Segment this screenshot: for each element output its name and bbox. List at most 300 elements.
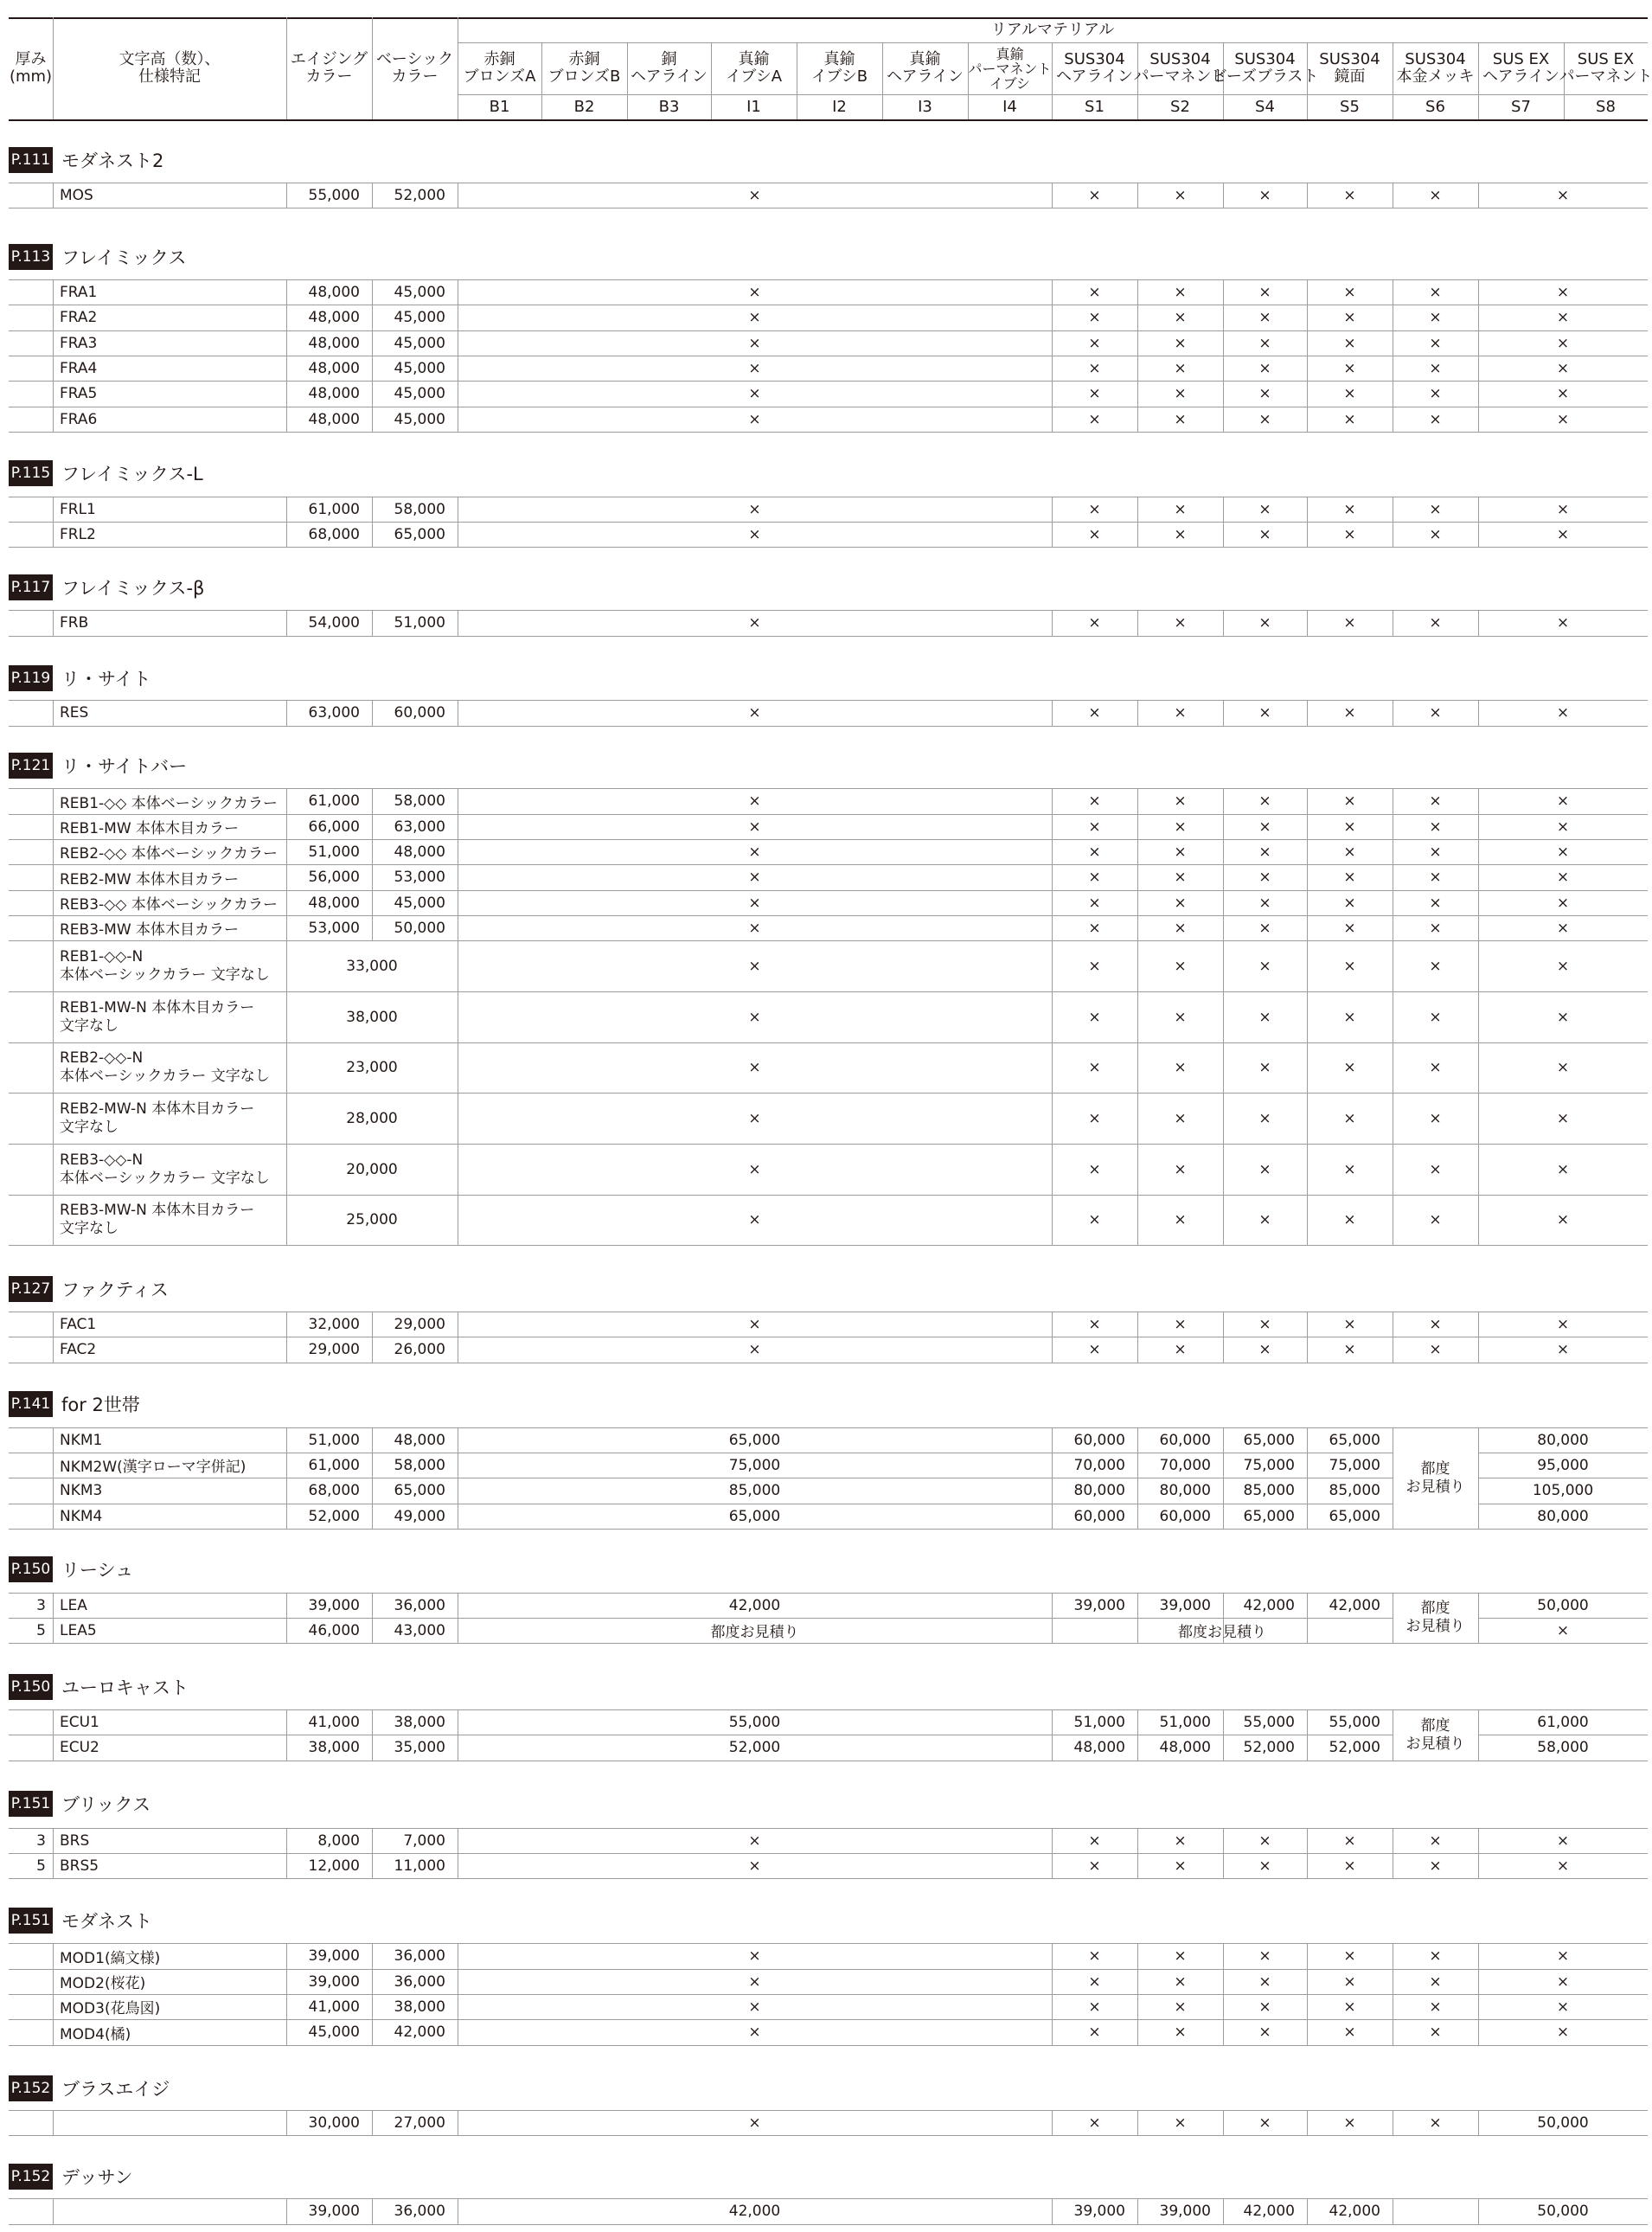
material-s7-s8-value: × xyxy=(1556,309,1570,326)
basic-price: 26,000 xyxy=(394,1341,445,1358)
material-s1-value: 70,000 xyxy=(1073,1456,1125,1474)
text-line: イブシB xyxy=(810,67,868,86)
column-divider xyxy=(53,2198,54,2224)
text-line: 赤銅 xyxy=(568,50,600,68)
material-b-i-value: × xyxy=(748,1857,761,1875)
material-s6-value: × xyxy=(1429,2113,1442,2132)
material-b-i-value: 52,000 xyxy=(728,1739,781,1756)
material-s6-value: × xyxy=(1429,1315,1442,1333)
material-s1-value: × xyxy=(1088,1160,1101,1178)
material-s7-s8-value: × xyxy=(1556,2024,1570,2041)
material-s4-value: 85,000 xyxy=(1243,1482,1295,1499)
material-s1-value: × xyxy=(1088,1341,1101,1358)
spec-cell: NKM1 xyxy=(60,1431,103,1449)
material-s6-value: × xyxy=(1429,1831,1442,1850)
material-b-i-value: 42,000 xyxy=(728,1596,781,1614)
material-s5-value: × xyxy=(1343,843,1356,861)
material-s7-s8-value: × xyxy=(1556,385,1570,402)
material-s4-value: × xyxy=(1258,1160,1271,1178)
material-s6-value: × xyxy=(1429,614,1442,632)
material-s5-value: × xyxy=(1343,2113,1356,2132)
page-ref-badge: P.127 xyxy=(9,1276,53,1302)
material-s7-s8-value: 50,000 xyxy=(1537,2203,1589,2220)
material-s5-value: 85,000 xyxy=(1329,1482,1380,1499)
material-s2-value: × xyxy=(1174,1160,1187,1178)
basic-price: 58,000 xyxy=(394,1456,445,1474)
material-s5-value: × xyxy=(1343,525,1356,543)
material-s7-s8-value: × xyxy=(1556,410,1570,428)
aging-price: 68,000 xyxy=(308,525,360,543)
material-s1-value: × xyxy=(1088,1831,1101,1850)
text-line: REB3-◇◇-N xyxy=(60,1151,144,1169)
material-s5-value: × xyxy=(1343,792,1356,810)
text-line: 都度 xyxy=(1420,1600,1450,1617)
text-line: ヘアライン xyxy=(887,67,964,86)
material-b-i-value: × xyxy=(748,186,761,204)
basic-price: 50,000 xyxy=(394,919,445,937)
rule-line xyxy=(9,1529,1648,1530)
text-line: 赤銅 xyxy=(483,50,515,68)
material-s4-value: 65,000 xyxy=(1243,1507,1295,1525)
aging-price: 48,000 xyxy=(308,410,360,428)
header-code-s1: S1 xyxy=(1085,98,1105,116)
material-s4-value: × xyxy=(1258,614,1271,632)
section-title: リ・サイトバー xyxy=(61,756,188,777)
spec-cell: REB3-◇◇ 本体ベーシックカラー xyxy=(60,896,279,914)
text-line: ベーシック xyxy=(375,50,454,68)
material-s5-value: × xyxy=(1343,1857,1356,1875)
material-s1-value: 60,000 xyxy=(1073,1431,1125,1449)
spec-cell: REB3-MW 本体木目カラー xyxy=(60,921,240,939)
spec-cell: BRS5 xyxy=(60,1857,99,1875)
text-line: 仕様特記 xyxy=(138,67,201,86)
material-s1-value: × xyxy=(1088,1109,1101,1127)
header-material-s2 xyxy=(1133,42,1227,94)
material-s1-value: × xyxy=(1088,1211,1101,1228)
material-s2-value: × xyxy=(1174,1008,1187,1026)
material-b-i-value: × xyxy=(748,1947,761,1965)
text-line: ブロンズB xyxy=(547,67,621,86)
material-s6-value: × xyxy=(1429,1059,1442,1076)
aging-price: 61,000 xyxy=(308,1456,360,1474)
spec-cell: LEA xyxy=(60,1596,87,1614)
text-line: SUS304 xyxy=(1064,50,1125,68)
text-line: 都度 xyxy=(1420,1459,1450,1478)
aging-price: 55,000 xyxy=(308,186,360,204)
page-ref-badge: P.150 xyxy=(9,1674,53,1700)
material-s5-value: × xyxy=(1343,1109,1356,1127)
header-material-s1 xyxy=(1052,42,1137,94)
material-b-i-value: 85,000 xyxy=(728,1482,781,1499)
material-s1-value: 80,000 xyxy=(1073,1482,1125,1499)
aging-price: 51,000 xyxy=(308,1431,360,1449)
text-line: 真鍮 xyxy=(738,50,770,68)
basic-price: 63,000 xyxy=(394,818,445,836)
aging-price: 8,000 xyxy=(317,1831,360,1850)
material-b-i-value: × xyxy=(748,1831,761,1850)
aging-price: 61,000 xyxy=(308,792,360,810)
spec-cell: FAC2 xyxy=(60,1341,97,1358)
material-s5-value: 42,000 xyxy=(1329,2203,1380,2220)
material-s7-s8-value: × xyxy=(1556,614,1570,632)
material-s7-s8-value: × xyxy=(1556,792,1570,810)
spec-cell: REB1-◇◇ 本体ベーシックカラー xyxy=(60,794,279,812)
material-s2-value: × xyxy=(1174,2113,1187,2132)
text-line: お見積り xyxy=(1405,1478,1465,1496)
material-s7-s8-value: × xyxy=(1556,843,1570,861)
material-s6-value: × xyxy=(1429,1998,1442,2016)
text-line: ヘアライン xyxy=(1482,67,1559,86)
material-s2-value: 70,000 xyxy=(1159,1456,1211,1474)
aging-basic-price: 25,000 xyxy=(346,1211,398,1228)
material-s6-value: × xyxy=(1429,1211,1442,1228)
material-s5-value: × xyxy=(1343,1315,1356,1333)
spec-cell: FRA6 xyxy=(60,410,98,428)
rule-line xyxy=(9,2045,1648,2046)
basic-price: 48,000 xyxy=(394,1431,445,1449)
text-line: 文字高（数）、 xyxy=(118,50,221,68)
text-line: 本体ベーシックカラー 文字なし xyxy=(60,965,270,984)
aging-price: 48,000 xyxy=(308,283,360,301)
material-s7-s8-value: 58,000 xyxy=(1537,1739,1589,1756)
material-s7-s8-value: × xyxy=(1556,1621,1570,1639)
section-title: ブラスエイジ xyxy=(61,2079,170,2100)
material-s2-value: × xyxy=(1174,500,1187,518)
page-ref-badge: P.113 xyxy=(9,244,53,270)
header-code-i3: I3 xyxy=(918,98,932,116)
text-line: SUS304 xyxy=(1149,50,1211,68)
basic-price: 49,000 xyxy=(394,1507,445,1525)
material-s2-value: × xyxy=(1174,1315,1187,1333)
material-b-i-value: × xyxy=(748,1972,761,1991)
material-b-i-value: × xyxy=(748,869,761,886)
spec-cell: FRA1 xyxy=(60,283,98,301)
material-s7-s8-value: × xyxy=(1556,359,1570,377)
text-line: 文字なし xyxy=(60,1017,118,1035)
material-s5-value: × xyxy=(1343,283,1356,301)
header-material-s4 xyxy=(1211,42,1319,94)
material-s6-value: × xyxy=(1429,894,1442,912)
aging-price: 12,000 xyxy=(308,1857,360,1875)
material-s1-value: × xyxy=(1088,792,1101,810)
material-s1-value: × xyxy=(1088,704,1101,722)
aging-price: 48,000 xyxy=(308,334,360,352)
text-line: 本金メッキ xyxy=(1396,67,1475,86)
section-title: フレイミックス-L xyxy=(61,464,203,484)
text-line: お見積り xyxy=(1405,1618,1465,1635)
material-s4-value: × xyxy=(1258,957,1271,975)
basic-price: 38,000 xyxy=(394,1998,445,2016)
material-s4-value: × xyxy=(1258,309,1271,326)
text-line: REB2-◇◇-N xyxy=(60,1049,144,1067)
material-b-i-value: × xyxy=(748,1211,761,1228)
text-line: 鏡面 xyxy=(1334,67,1366,86)
material-s2-value: × xyxy=(1174,843,1187,861)
basic-price: 60,000 xyxy=(394,704,445,722)
header-material-b2 xyxy=(541,42,627,94)
header-code-s2: S2 xyxy=(1170,98,1190,116)
section-title: ファクティス xyxy=(61,1280,169,1300)
material-s4-value: × xyxy=(1258,1857,1271,1875)
basic-price: 45,000 xyxy=(394,283,445,301)
text-line: パーマネント xyxy=(968,60,1052,77)
spec-cell xyxy=(53,1195,286,1245)
material-s6-value: × xyxy=(1429,1160,1442,1178)
material-s5-value: × xyxy=(1343,1059,1356,1076)
spec-cell xyxy=(53,1093,286,1144)
basic-price: 35,000 xyxy=(394,1739,445,1756)
aging-price: 54,000 xyxy=(308,614,360,632)
section-title: ブリックス xyxy=(61,1794,151,1815)
material-s2-value: 60,000 xyxy=(1159,1507,1211,1525)
material-s4-value: × xyxy=(1258,1341,1271,1358)
header-material-s5 xyxy=(1307,42,1393,94)
section-title: フレイミックス xyxy=(61,247,187,268)
material-s2-value: 80,000 xyxy=(1159,1482,1211,1499)
header-code-b1: B1 xyxy=(489,98,510,116)
thickness-cell: 3 xyxy=(36,1596,46,1614)
material-s2-value: 51,000 xyxy=(1159,1713,1211,1731)
basic-price: 48,000 xyxy=(394,843,445,861)
material-b-i-value: × xyxy=(748,359,761,377)
basic-price: 51,000 xyxy=(394,614,445,632)
material-s5-value: × xyxy=(1343,1211,1356,1228)
spec-cell: FRA2 xyxy=(60,309,98,326)
rule-line xyxy=(9,2224,1648,2225)
material-s7-s8-value: × xyxy=(1556,1947,1570,1965)
material-s7-s8-value: × xyxy=(1556,1160,1570,1178)
text-line: パーマネント xyxy=(1559,67,1652,86)
material-s7-s8-value: × xyxy=(1556,1972,1570,1991)
material-s2-value: × xyxy=(1174,1947,1187,1965)
material-b-i-value: 75,000 xyxy=(728,1456,781,1474)
material-s7-s8-value: × xyxy=(1556,894,1570,912)
material-b-i-value: × xyxy=(748,704,761,722)
material-s4-value: × xyxy=(1258,500,1271,518)
spec-cell: NKM2W(漢字ローマ字併記) xyxy=(60,1459,247,1476)
aging-price: 29,000 xyxy=(308,1341,360,1358)
material-s2-value: × xyxy=(1174,957,1187,975)
material-s4-value: × xyxy=(1258,2024,1271,2041)
material-s6-value: × xyxy=(1429,309,1442,326)
aging-price: 48,000 xyxy=(308,359,360,377)
aging-price: 45,000 xyxy=(308,2024,360,2041)
basic-price: 52,000 xyxy=(394,186,445,204)
material-s7-s8-value: × xyxy=(1556,704,1570,722)
material-s6-value: × xyxy=(1429,1341,1442,1358)
material-s4-value: × xyxy=(1258,1972,1271,1991)
material-b-i-value: × xyxy=(748,334,761,352)
material-s1-value: × xyxy=(1088,1059,1101,1076)
text-line: 本体ベーシックカラー 文字なし xyxy=(60,1068,270,1085)
material-s2-value: × xyxy=(1174,309,1187,326)
material-s6-value: × xyxy=(1429,919,1442,937)
material-s7-s8-value: 105,000 xyxy=(1532,1482,1594,1499)
material-s1-value: × xyxy=(1088,957,1101,975)
material-s5-value: × xyxy=(1343,1831,1356,1850)
material-s6-value: × xyxy=(1429,1972,1442,1991)
aging-price: 41,000 xyxy=(308,1998,360,2016)
aging-price: 48,000 xyxy=(308,309,360,326)
material-b-i-value: × xyxy=(748,1998,761,2016)
material-b-i-value: × xyxy=(748,957,761,975)
material-s6-value: × xyxy=(1429,957,1442,975)
basic-price: 45,000 xyxy=(394,410,445,428)
rule-line xyxy=(9,547,1648,548)
material-s1-value: × xyxy=(1088,359,1101,377)
material-s6-value: × xyxy=(1429,843,1442,861)
material-b-i-value: × xyxy=(748,614,761,632)
material-s6-value: × xyxy=(1429,869,1442,886)
material-s2-value: × xyxy=(1174,1059,1187,1076)
section-title: フレイミックス-β xyxy=(61,578,205,599)
basic-price: 53,000 xyxy=(394,869,445,886)
text-line: お見積り xyxy=(1405,1735,1465,1753)
material-s4-value: 42,000 xyxy=(1243,2203,1295,2220)
spec-cell: FAC1 xyxy=(60,1315,97,1333)
material-s5-value: × xyxy=(1343,1160,1356,1178)
material-s1-value: 48,000 xyxy=(1073,1739,1125,1756)
material-b-i-value: 65,000 xyxy=(728,1431,781,1449)
header-thickness xyxy=(9,17,53,119)
material-s4-value: × xyxy=(1258,894,1271,912)
material-s5-value: × xyxy=(1343,614,1356,632)
page-ref-badge: P.111 xyxy=(9,147,53,173)
text-line: 文字なし xyxy=(60,1220,118,1237)
material-s4-value: × xyxy=(1258,525,1271,543)
material-s2-value: × xyxy=(1174,2024,1187,2041)
spec-cell: REB2-MW 本体木目カラー xyxy=(60,870,240,888)
material-s5-value: × xyxy=(1343,704,1356,722)
material-s7-s8-value: × xyxy=(1556,919,1570,937)
spec-cell: REB1-MW 本体木目カラー xyxy=(60,820,240,837)
material-s6-value: × xyxy=(1429,500,1442,518)
text-line: ヘアライン xyxy=(1056,67,1133,86)
text-line: イブシ xyxy=(989,74,1030,92)
spec-cell xyxy=(53,991,286,1042)
thickness-cell: 3 xyxy=(36,1831,46,1850)
aging-price: 51,000 xyxy=(308,843,360,861)
material-b-i-value: 42,000 xyxy=(728,2203,781,2220)
text-line: SUS EX xyxy=(1577,50,1635,68)
basic-price: 65,000 xyxy=(394,1482,445,1499)
spec-cell: BRS xyxy=(60,1831,90,1850)
header-code-s5: S5 xyxy=(1340,98,1360,116)
page-ref-badge: P.151 xyxy=(9,1791,53,1817)
spec-cell: MOD2(桜花) xyxy=(60,1975,146,1992)
material-s1-value: × xyxy=(1088,410,1101,428)
material-s4-value: 52,000 xyxy=(1243,1739,1295,1756)
header-code-b3: B3 xyxy=(658,98,680,116)
material-s2-value: × xyxy=(1174,385,1187,402)
material-s7-s8-value: 61,000 xyxy=(1537,1713,1589,1731)
material-s6-merged-value xyxy=(1393,1427,1478,1529)
header-code-s6: S6 xyxy=(1425,98,1445,116)
material-s4-value: 42,000 xyxy=(1243,1596,1295,1614)
material-s5-value: × xyxy=(1343,1341,1356,1358)
material-s6-value: × xyxy=(1429,1857,1442,1875)
spec-cell: MOD4(橘) xyxy=(60,2025,131,2043)
material-b-i-value: × xyxy=(748,818,761,836)
material-s2-value: × xyxy=(1174,1831,1187,1850)
aging-price: 32,000 xyxy=(308,1315,360,1333)
rule-line xyxy=(9,119,1648,121)
material-s4-value: × xyxy=(1258,818,1271,836)
basic-price: 7,000 xyxy=(403,1831,445,1850)
material-s1-value: × xyxy=(1088,385,1101,402)
basic-price: 45,000 xyxy=(394,309,445,326)
material-s2-value: × xyxy=(1174,818,1187,836)
text-line: SUS304 xyxy=(1234,50,1296,68)
spec-cell: NKM3 xyxy=(60,1482,103,1499)
material-s2-value: × xyxy=(1174,894,1187,912)
aging-price: 61,000 xyxy=(308,500,360,518)
aging-price: 68,000 xyxy=(308,1482,360,1499)
material-s5-value: 65,000 xyxy=(1329,1431,1380,1449)
aging-price: 30,000 xyxy=(308,2113,360,2132)
material-s7-s8-value: × xyxy=(1556,1341,1570,1358)
aging-basic-price: 38,000 xyxy=(346,1008,398,1026)
material-s2-value: × xyxy=(1174,1972,1187,1991)
material-b-i-value: × xyxy=(748,792,761,810)
material-s7-s8-value: × xyxy=(1556,1211,1570,1228)
material-s2-value: × xyxy=(1174,283,1187,301)
spec-cell: ECU2 xyxy=(60,1739,99,1756)
material-s2-value: × xyxy=(1174,1211,1187,1228)
material-b-i-value: × xyxy=(748,309,761,326)
material-s7-s8-value: × xyxy=(1556,1059,1570,1076)
aging-price: 53,000 xyxy=(308,919,360,937)
page-ref-badge: P.121 xyxy=(9,753,53,779)
basic-price: 58,000 xyxy=(394,500,445,518)
section-title: リ・サイト xyxy=(61,669,151,689)
material-s5-value: × xyxy=(1343,334,1356,352)
page-ref-badge: P.115 xyxy=(9,460,53,486)
material-s4-value: × xyxy=(1258,1998,1271,2016)
aging-price: 38,000 xyxy=(308,1739,360,1756)
material-s7-s8-value: × xyxy=(1556,283,1570,301)
material-s1-value: × xyxy=(1088,283,1101,301)
spec-cell xyxy=(53,940,286,991)
basic-price: 45,000 xyxy=(394,385,445,402)
text-line: 本体ベーシックカラー 文字なし xyxy=(60,1169,270,1187)
material-s7-s8-value: × xyxy=(1556,525,1570,543)
page-ref-badge: P.151 xyxy=(9,1908,53,1934)
material-s4-value: × xyxy=(1258,792,1271,810)
material-s6-value: × xyxy=(1429,2024,1442,2041)
rule-line xyxy=(9,2135,1648,2136)
material-s2-value: 39,000 xyxy=(1159,1596,1211,1614)
basic-price: 45,000 xyxy=(394,894,445,912)
material-s5-value: 65,000 xyxy=(1329,1507,1380,1525)
header-code-i4: I4 xyxy=(1002,98,1017,116)
material-s5-value: × xyxy=(1343,957,1356,975)
material-s1-value: × xyxy=(1088,818,1101,836)
material-b-i-value: × xyxy=(748,410,761,428)
material-s2-value: × xyxy=(1174,525,1187,543)
aging-price: 66,000 xyxy=(308,818,360,836)
basic-price: 36,000 xyxy=(394,1596,445,1614)
header-code-i2: I2 xyxy=(832,98,847,116)
aging-price: 63,000 xyxy=(308,704,360,722)
spec-cell: NKM4 xyxy=(60,1507,103,1525)
material-s2-value: 39,000 xyxy=(1159,2203,1211,2220)
basic-price: 43,000 xyxy=(394,1621,445,1639)
basic-price: 29,000 xyxy=(394,1315,445,1333)
text-line: (mm) xyxy=(9,67,53,86)
text-line: 文字なし xyxy=(60,1118,118,1136)
spec-cell xyxy=(53,1042,286,1093)
